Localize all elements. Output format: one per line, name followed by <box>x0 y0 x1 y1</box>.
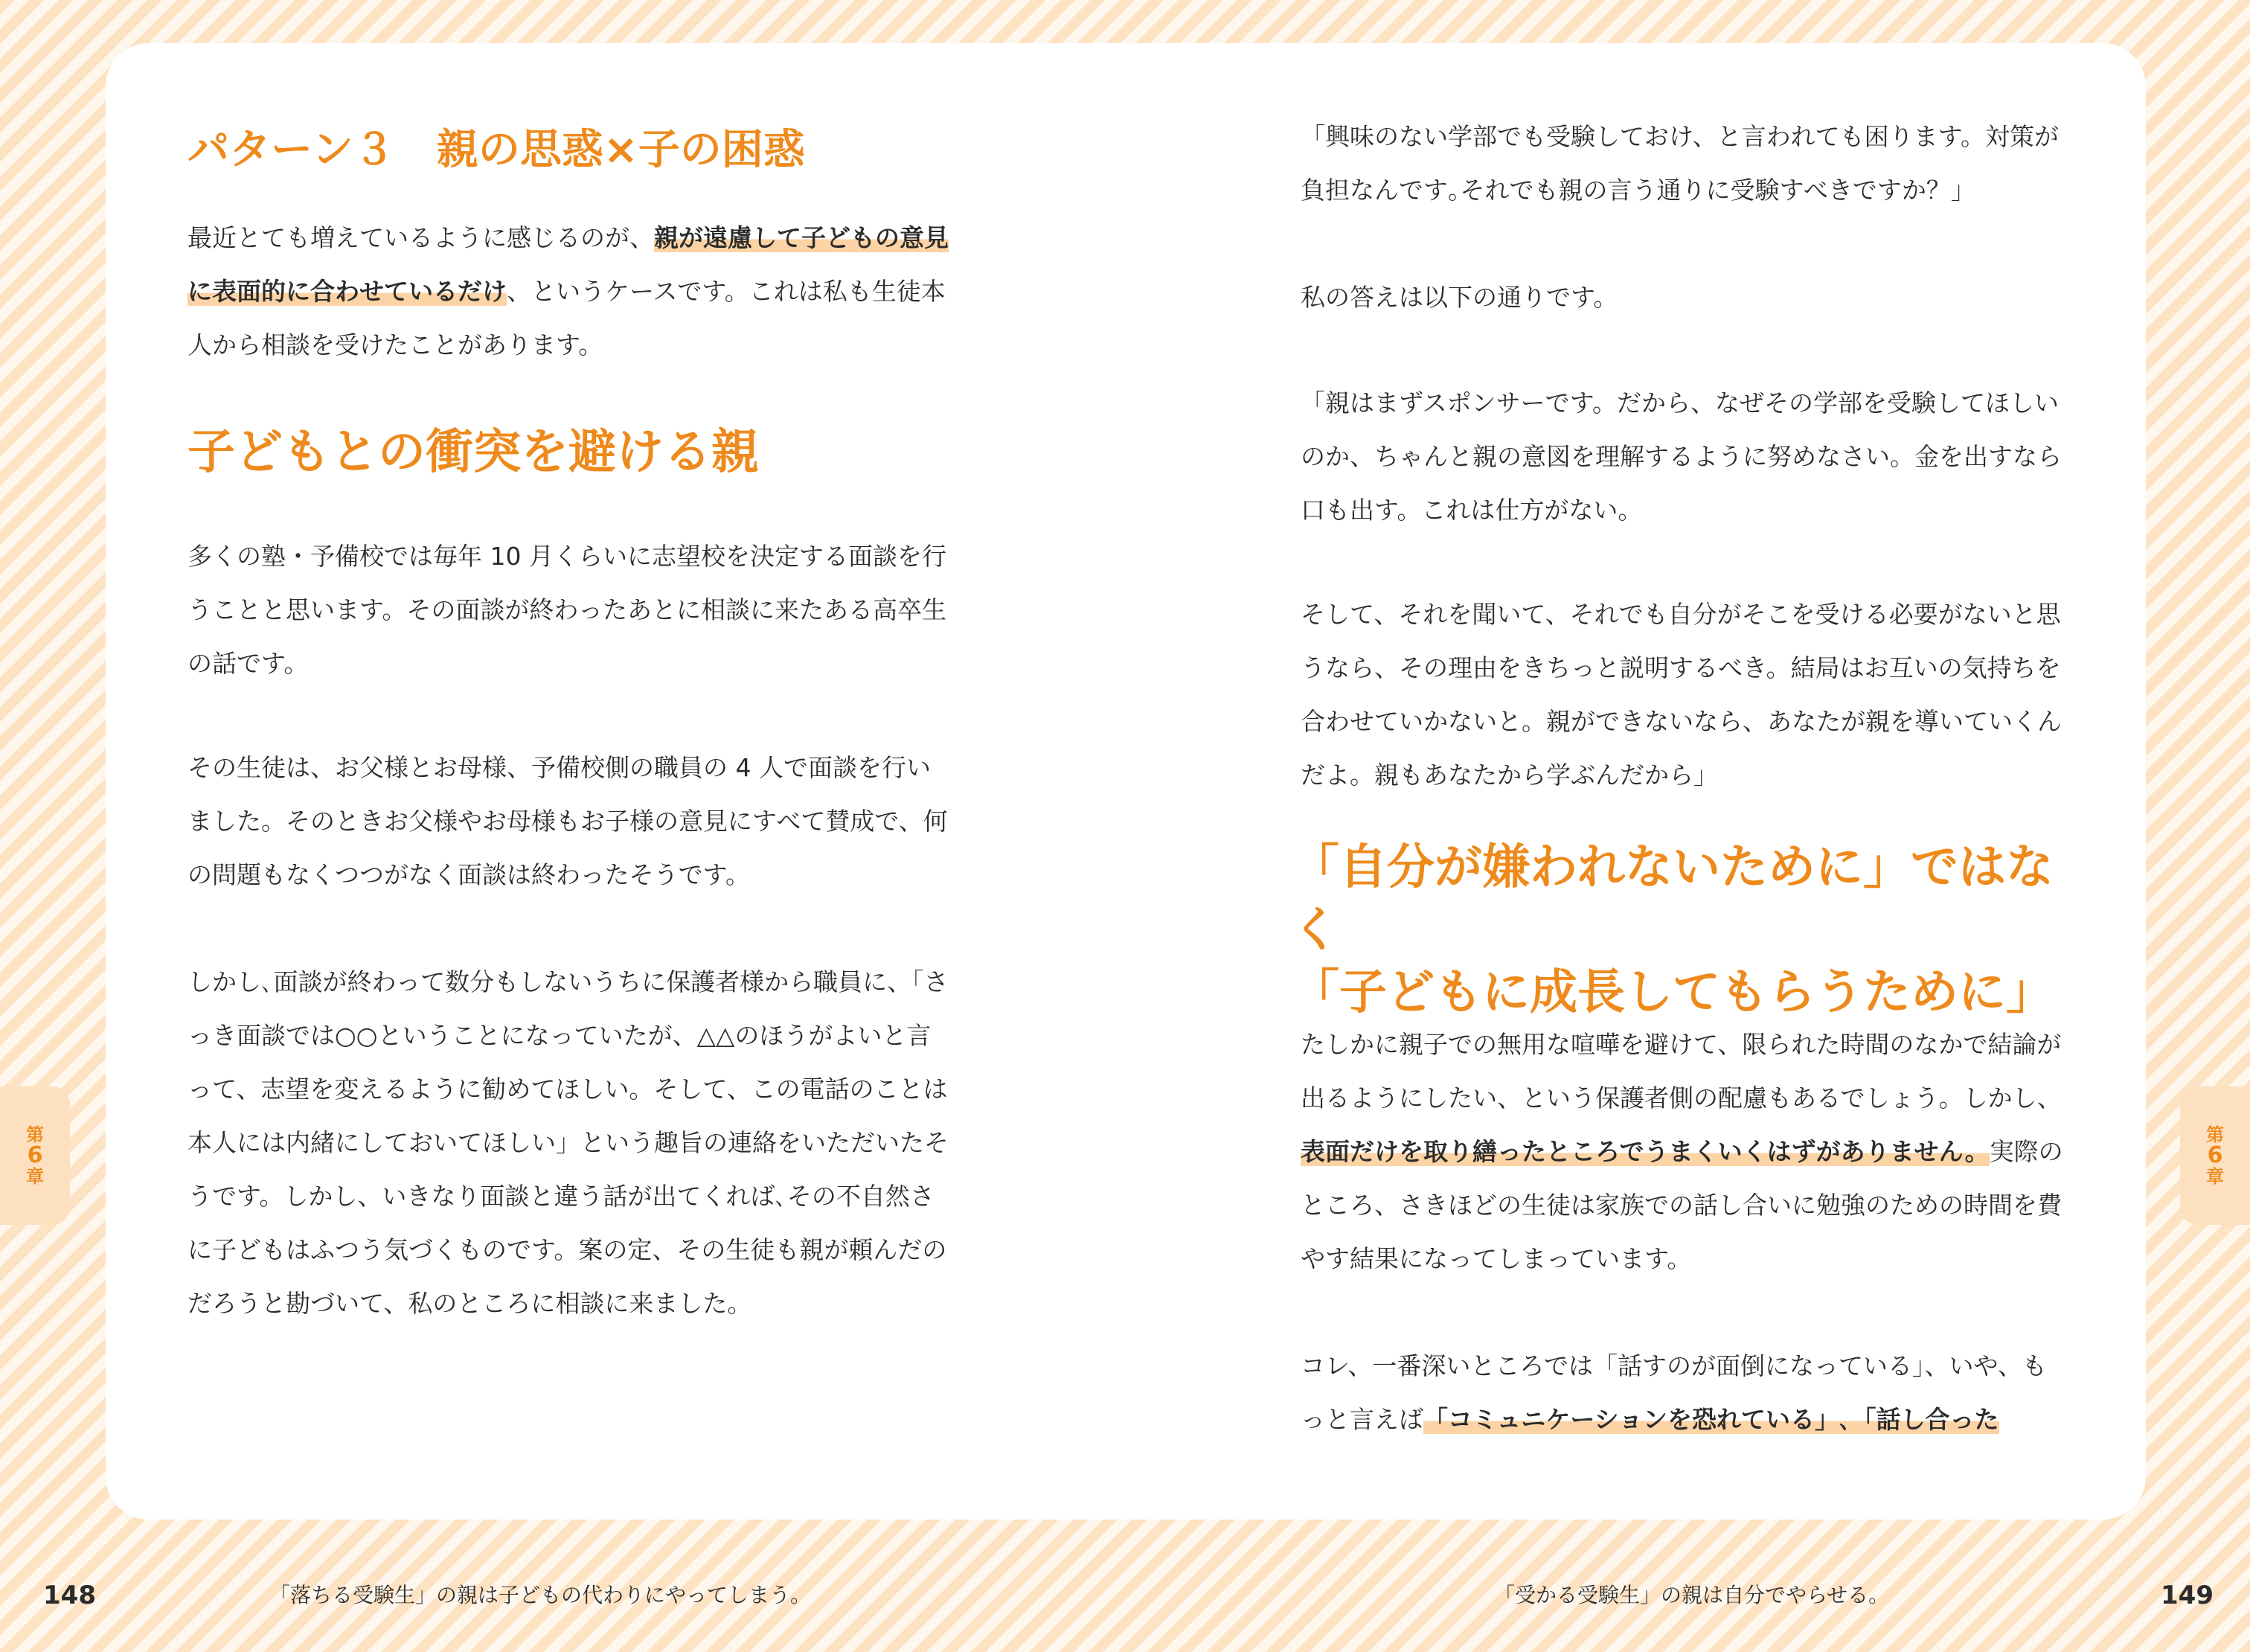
right-page-number: 149 <box>2161 1581 2214 1610</box>
right-paragraph-5 <box>1301 1018 2067 1286</box>
right-heading-line-2: 「子どもに成長してもらうために」 <box>1292 965 2054 1020</box>
right-paragraph-3: 「親はまずスポンサーです。だから、なぜその学部を受験してほしいのか、ちゃんと親の意図を理解するように努めなさい。金を出すなら口も出す。これは仕方がない。 <box>1301 388 2062 525</box>
chapter-tab-suffix: 章 <box>26 1166 44 1187</box>
right-paragraph-6 <box>1301 1339 2067 1447</box>
pattern-heading: パターン３ 親の思惑×子の困惑 <box>188 126 805 174</box>
chapter-tab-number: 6 <box>27 1142 43 1168</box>
left-page-number: 148 <box>43 1581 96 1610</box>
section-heading: 子どもとの衝突を避ける親 <box>188 425 759 480</box>
page-spread <box>106 43 2146 1520</box>
left-paragraph-3: その生徒は、お父様とお母様、予備校側の職員の 4 人で面談を行いました。そのときお父様やお母様もお子様の意見にすべて賛成で、何の問題もなくつつがなく面談は終わったそうです。 <box>188 753 948 889</box>
left-paragraph-1-tail: 、というケースです。これは私も生徒本人から相談を受けたことがあります。 <box>188 277 946 359</box>
left-highlight-text: 親が遠慮して子どもの意見に表面的に合わせているだけ <box>188 223 949 306</box>
right-running-title: 「受かる受験生」の親は自分でやらせる。 <box>1494 1583 1890 1607</box>
right-heading-line-1: 「自分が嫌われないために」ではなく <box>1292 840 2054 958</box>
chapter-tab-prefix: 第 <box>2206 1124 2224 1145</box>
chapter-tab-right <box>2180 1086 2250 1225</box>
chapter-tab-prefix: 第 <box>26 1124 44 1145</box>
right-section-heading <box>1292 836 2080 1024</box>
right-paragraph-4: そして、それを聞いて、それでも自分がそこを受ける必要がないと思うなら、その理由をきちっと説明するべき。結局はお互いの気持ちを合わせていかないと。親ができないなら、あなたが親を導いていくんだよ。親もあなたから学ぶんだから」 <box>1301 600 2062 790</box>
left-paragraph-1-text: 最近とても増えているように感じるのが、 <box>188 223 654 252</box>
right-paragraph-5-text: たしかに親子での無用な喧嘩を避けて、限られた時間のなかで結論が出るようにしたい、という保護者側の配慮もあるでしょう。しかし、 <box>1301 1030 2062 1112</box>
left-running-title: 「落ちる受験生」の親は子どもの代わりにやってしまう。 <box>269 1583 812 1607</box>
chapter-tab-number: 6 <box>2207 1142 2223 1168</box>
right-highlight-text-2: 「コミュニケーションを恐れている」､「話し合った <box>1423 1405 1999 1434</box>
right-paragraph-6-text: コレ、一番深いところでは「話すのが面倒になっている」、いや、もっと言えば <box>1301 1351 2047 1434</box>
chapter-tab-suffix: 章 <box>2206 1166 2224 1187</box>
left-paragraph-4: しかし､面談が終わって数分もしないうちに保護者様から職員に、「さっき面談では○○ということになっていたが、△△のほうがよいと言って、志望を変えるように勧めてほしい。そして、この電話のことは本人には内緒にしておいてほしい」という趣旨の連絡をいただいたそうです。しかし、いきなり面談と違う話が出てくれば､その不自然さに子どもはふつう気づくものです。案の定、その生徒も親が頼んだのだろうと勘づいて、私のところに相談に来ました。 <box>188 967 949 1318</box>
right-highlight-text: 表面だけを取り繕ったところでうまくいくはずがありません。 <box>1301 1137 1990 1166</box>
right-paragraph-1: 「興味のない学部でも受験しておけ、と言われても困ります。対策が負担なんです｡それでも親の言う通りに受験すべきですか？」 <box>1301 122 2060 205</box>
right-paragraph-5-tail: 実際のところ、さきほどの生徒は家族での話し合いに勉強のための時間を費やす結果になってしまっています。 <box>1301 1137 2063 1273</box>
left-paragraph-1 <box>188 211 954 372</box>
right-paragraph-2: 私の答えは以下の通りです。 <box>1301 283 1618 312</box>
chapter-tab-left <box>0 1086 70 1225</box>
left-paragraph-2: 多くの塾・予備校では毎年 10 月くらいに志望校を決定する面談を行うことと思います。その面談が終わったあとに相談に来たある高卒生の話です。 <box>188 542 947 678</box>
